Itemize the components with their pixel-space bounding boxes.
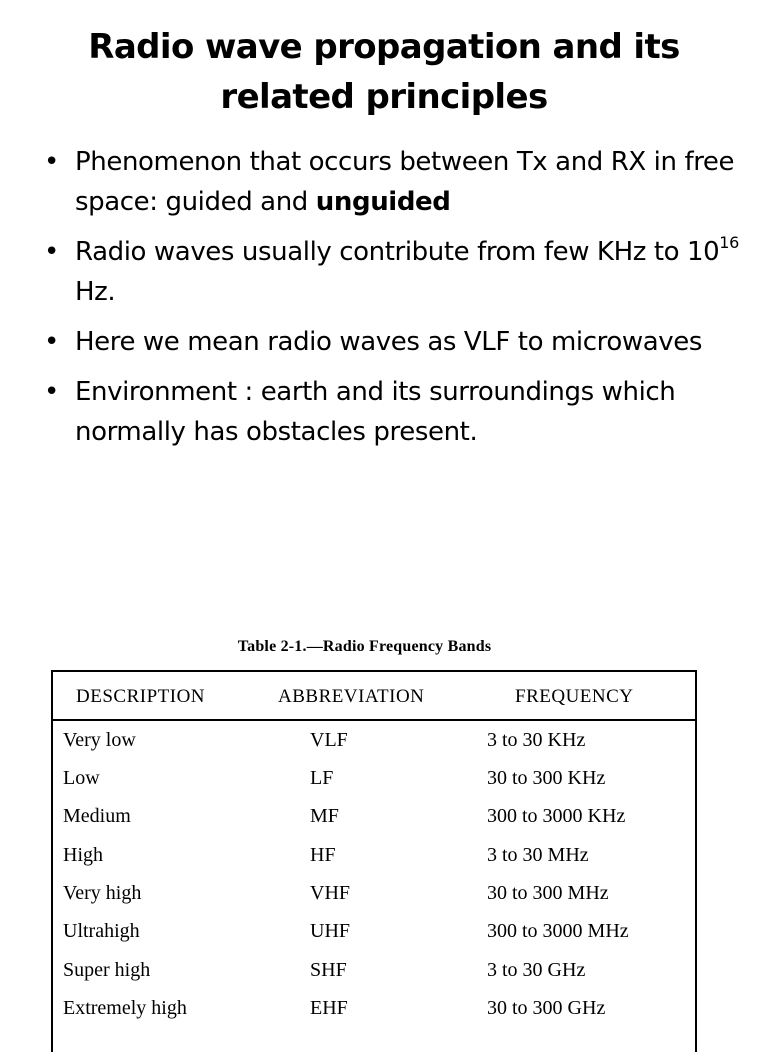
cell-description: Medium (63, 805, 131, 827)
table-header-row (53, 672, 695, 721)
cell-description: Super high (63, 959, 151, 981)
table-row (53, 729, 695, 767)
cell-abbreviation: HF (310, 844, 336, 866)
cell-description: Very high (63, 882, 142, 904)
cell-frequency: 30 to 300 MHz (487, 882, 609, 904)
cell-frequency: 3 to 30 GHz (487, 959, 586, 981)
slide-title: Radio wave propagation and its related principles (88, 27, 680, 117)
bullet-text: Radio waves usually contribute from few KHz to 10 (75, 237, 720, 267)
bullet-item (44, 372, 744, 452)
cell-description: Ultrahigh (63, 920, 140, 942)
cell-abbreviation: UHF (310, 920, 351, 942)
cell-description: High (63, 844, 103, 866)
bullet-superscript: 16 (719, 233, 739, 253)
cell-abbreviation: LF (310, 767, 334, 789)
bullet-bold-text: unguided (315, 187, 451, 217)
cell-description: Very low (63, 729, 136, 751)
bullet-text: Phenomenon that occurs between Tx and RX in free space: guided and (75, 147, 735, 217)
cell-frequency: 3 to 30 MHz (487, 844, 589, 866)
bullet-dot: • (44, 147, 59, 177)
table-caption: Table 2-1.—Radio Frequency Bands (237, 638, 492, 655)
header-frequency: FREQUENCY (515, 686, 634, 707)
table-row (53, 997, 695, 1035)
cell-frequency: 300 to 3000 KHz (487, 805, 626, 827)
cell-description: Extremely high (63, 997, 187, 1019)
frequency-table (51, 670, 697, 1052)
bullet-text: Environment : earth and its surroundings which normally has obstacles present. (75, 377, 676, 447)
cell-abbreviation: VLF (310, 729, 348, 751)
bullet-text: Here we mean radio waves as VLF to microwaves (75, 327, 702, 357)
bullet-dot: • (44, 237, 59, 267)
cell-frequency: 30 to 300 KHz (487, 767, 606, 789)
cell-frequency: 300 to 3000 MHz (487, 920, 629, 942)
cell-abbreviation: SHF (310, 959, 347, 981)
table-row (53, 882, 695, 920)
bullet-item (44, 322, 744, 362)
bullet-dot: • (44, 327, 59, 357)
bullet-dot: • (44, 377, 59, 407)
table-row (53, 959, 695, 997)
cell-abbreviation: MF (310, 805, 339, 827)
table-row (53, 844, 695, 882)
header-abbreviation: ABBREVIATION (278, 686, 425, 707)
cell-description: Low (63, 767, 100, 789)
table-row (53, 805, 695, 843)
table-row (53, 767, 695, 805)
bullet-item (44, 142, 744, 222)
table-row (53, 920, 695, 958)
cell-frequency: 30 to 300 GHz (487, 997, 606, 1019)
bullet-item (44, 232, 744, 312)
bullet-text-after: Hz. (75, 277, 116, 307)
cell-abbreviation: VHF (310, 882, 351, 904)
cell-abbreviation: EHF (310, 997, 348, 1019)
header-description: DESCRIPTION (76, 686, 206, 707)
bullet-list (44, 142, 744, 462)
cell-frequency: 3 to 30 KHz (487, 729, 586, 751)
